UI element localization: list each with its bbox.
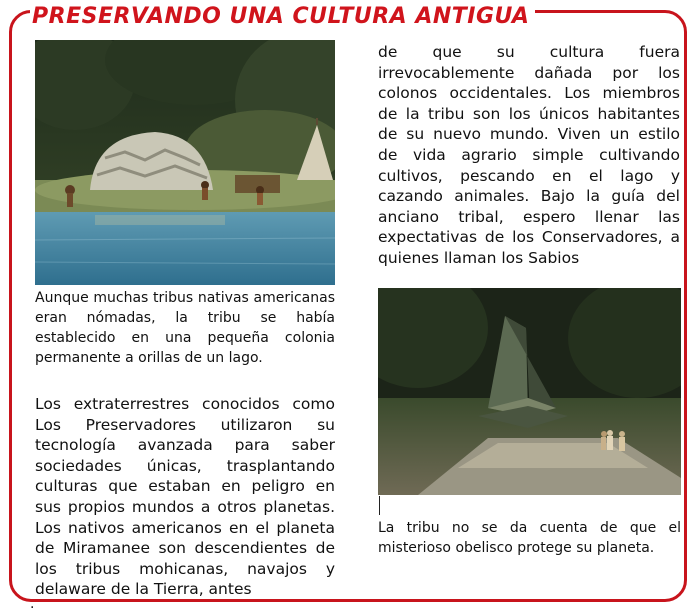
obelisk-photo xyxy=(378,288,681,495)
column1-body-text: Los extraterrestres conocidos como Los Preservadores utilizaron su tecnología avanzada para saber sociedades únicas, trasplantando culturas que estaban en peligro en sus propios mundos a otros planetas. Los nativos americanos en el planeta de Miramanee son descendientes de los tribus mohicanas, navajos y delaware de la Tierra, antes xyxy=(35,395,335,599)
photo2-caption: La tribu no se da cuenta de que el misterioso obelisco protege su planeta. xyxy=(378,520,681,556)
stray-period: . xyxy=(30,596,35,612)
village-lake-photo xyxy=(35,40,335,285)
column2-body-text: de que su cultura fuera irrevocablemente dañada por los colonos occidentales. Los miembros de la tribu son los únicos habitantes de su nuevo mundo. Viven un estilo de vida agrario simple cultivando cultivos, pescando en el lago y cazando animales. Bajo la guía del anciano tribal, espero llenar las expectativas de los Conservadores, a quienes llaman los Sabios xyxy=(378,43,680,267)
text-cursor xyxy=(379,496,380,515)
page-title: PRESERVANDO UNA CULTURA ANTIGUA xyxy=(30,4,535,30)
photo1-caption: Aunque muchas tribus nativas americanas eran nómadas, la tribu se había establecido en una pequeña colonia permanente a orillas de un lago. xyxy=(35,290,335,366)
